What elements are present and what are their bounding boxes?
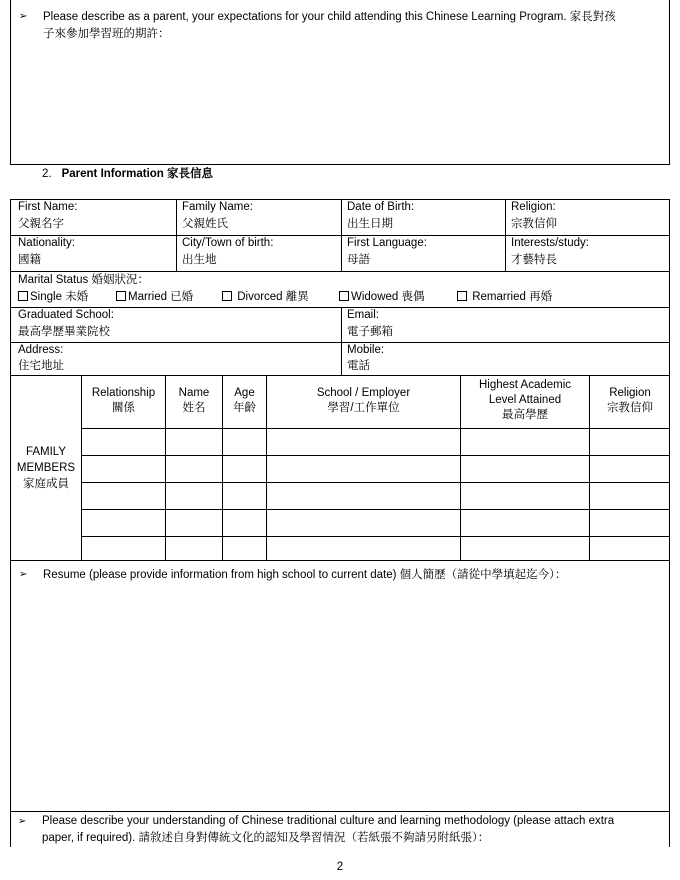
section-title: Parent Information 家長信息 xyxy=(61,168,214,180)
checkbox-icon[interactable] xyxy=(457,291,467,301)
expectations-prompt-line2: 子來參加學習班的期許： xyxy=(43,28,170,40)
mobile-label: Mobile: xyxy=(347,344,385,356)
expectations-prompt-line1: Please describe as a parent, your expectations for your child attending this Chinese Learning Program. 家長對孩 xyxy=(43,11,616,23)
culture-prompt-line2: paper, if required). 請敘述自身對傳統文化的認知及學習情況（若紙張不夠請另附紙張）： xyxy=(42,832,490,844)
page-number: 2 xyxy=(336,861,344,873)
religion-label-zh: 宗教信仰 xyxy=(511,218,557,230)
culture-box[interactable] xyxy=(11,812,669,847)
header-age: Age 年齡 xyxy=(233,387,256,414)
culture-prompt-line1: Please describe your understanding of Chinese traditional culture and learning methodology (please attach extra xyxy=(42,815,615,827)
checkbox-icon[interactable] xyxy=(116,291,126,301)
mobile-label-zh: 電話 xyxy=(347,360,370,372)
resume-box[interactable] xyxy=(10,560,670,812)
dob-label: Date of Birth: xyxy=(347,201,415,213)
family-name-label-zh: 父親姓氏 xyxy=(182,218,228,230)
dob-label-zh: 出生日期 xyxy=(347,218,393,230)
graduated-school-label: Graduated School: xyxy=(18,309,114,321)
birth-city-label: City/Town of birth: xyxy=(182,237,274,249)
section-number: 2. xyxy=(42,168,52,180)
address-label-zh: 住宅地址 xyxy=(18,360,64,372)
birth-city-label-zh: 出生地 xyxy=(182,254,217,266)
first-name-label-zh: 父親名字 xyxy=(18,218,64,230)
expectations-box[interactable] xyxy=(10,0,670,165)
marital-option-remarried[interactable]: Remarried 再婚 xyxy=(457,290,552,305)
nationality-label: Nationality: xyxy=(18,237,75,249)
email-label: Email: xyxy=(347,309,379,321)
header-name: Name 姓名 xyxy=(178,387,210,414)
email-label-zh: 電子郵箱 xyxy=(347,326,393,338)
first-name-label: First Name: xyxy=(18,201,78,213)
first-language-label-zh: 母語 xyxy=(347,254,370,266)
checkbox-icon[interactable] xyxy=(18,291,28,301)
header-school-employer: School / Employer 學習/工作單位 xyxy=(316,387,411,414)
resume-prompt: Resume (please provide information from high school to current date) 個人簡歷（請從中學填起迄今）： xyxy=(43,569,567,581)
address-label: Address: xyxy=(18,344,64,356)
family-members-label: FAMILY MEMBERS 家庭成員 xyxy=(16,446,76,490)
family-name-label: Family Name: xyxy=(182,201,253,213)
header-religion: Religion 宗教信仰 xyxy=(607,387,653,414)
checkbox-icon[interactable] xyxy=(339,291,349,301)
first-language-label: First Language: xyxy=(347,237,427,249)
religion-label: Religion: xyxy=(511,201,556,213)
interests-label-zh: 才藝特長 xyxy=(511,254,557,266)
header-relationship: Relationship 關係 xyxy=(91,387,156,414)
marital-option-single[interactable]: Single 未婚 xyxy=(18,290,88,305)
marital-status-label: Marital Status 婚姻狀況： xyxy=(18,274,149,286)
marital-option-widowed[interactable]: Widowed 喪偶 xyxy=(339,290,425,305)
graduated-school-label-zh: 最高學歷畢業院校 xyxy=(18,326,110,338)
marital-option-married[interactable]: Married 已婚 xyxy=(116,290,193,305)
bullet-arrow-icon: ➢ xyxy=(18,816,27,827)
checkbox-icon[interactable] xyxy=(222,291,232,301)
interests-label: Interests/study: xyxy=(511,237,589,249)
nationality-label-zh: 國籍 xyxy=(18,254,41,266)
bullet-arrow-icon: ➢ xyxy=(19,11,28,22)
section-heading xyxy=(42,167,213,182)
marital-option-divorced[interactable]: Divorced 離異 xyxy=(222,290,309,305)
bullet-arrow-icon: ➢ xyxy=(19,569,28,580)
header-highest-academic: Highest Academic Level Attained 最高學歷 xyxy=(478,379,572,421)
